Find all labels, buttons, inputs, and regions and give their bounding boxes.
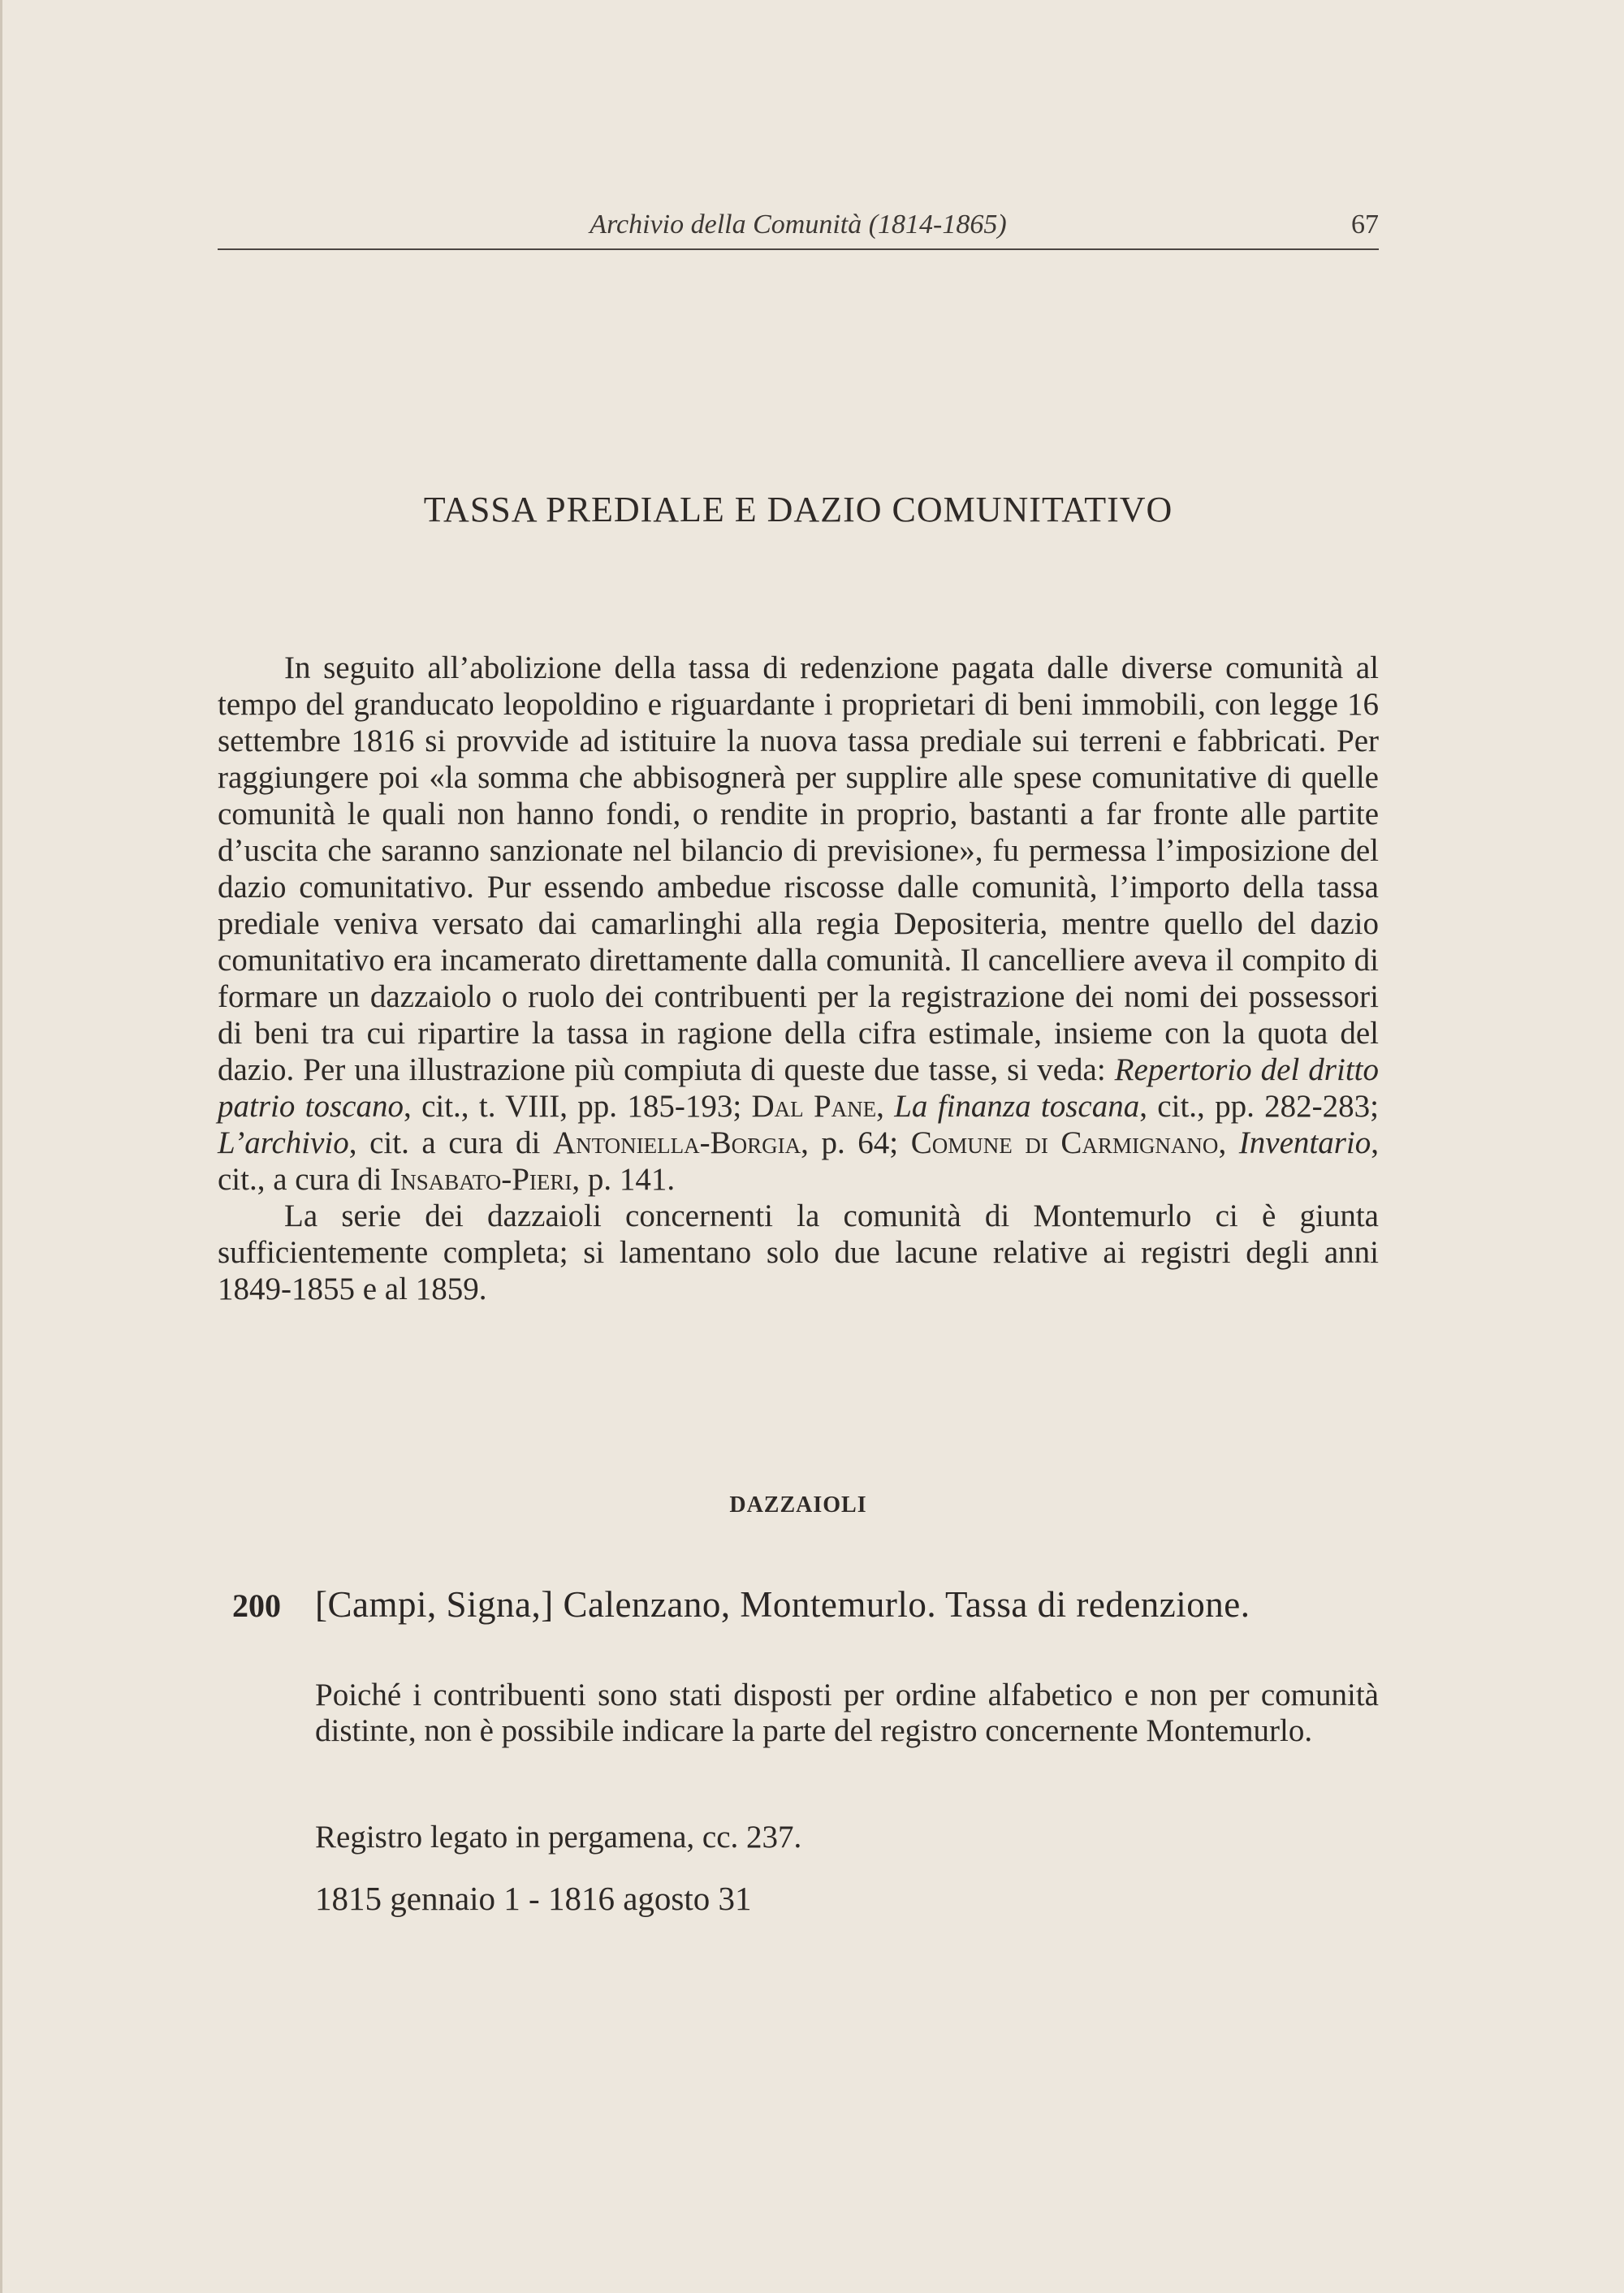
page-number: 67: [1351, 209, 1379, 240]
reference-title: L’archivio: [218, 1125, 349, 1160]
reference-author: Dal Pane: [751, 1089, 877, 1124]
introduction-text: [218, 650, 1379, 1307]
entry-dates: 1815 gennaio 1 - 1816 agosto 31: [315, 1880, 752, 1917]
running-head-title: Archivio della Comunità (1814-1865): [590, 209, 1007, 240]
entry-title: [Campi, Signa,] Calenzano, Montemurlo. Tassa di redenzione.: [315, 1584, 1250, 1625]
text-segment: , p. 141.: [572, 1162, 676, 1197]
text-segment: , p. 64;: [801, 1125, 911, 1160]
reference-author: Antoniella-Borgia: [552, 1125, 801, 1160]
paragraph-2: La serie dei dazzaioli concernenti la comunità di Montemurlo ci è giunta sufficientemente completa; si lamentano solo due lacune relative ai registri degli anni 1849-1855 e al 1859.: [218, 1198, 1379, 1306]
paragraph-1: [218, 650, 1379, 1198]
text-segment: ,: [876, 1089, 895, 1124]
text-segment: , cit., a cura di: [218, 1125, 1379, 1197]
reference-title: Repertorio del dritto patrio toscano: [218, 1052, 1379, 1124]
entry-number: 200: [232, 1587, 281, 1624]
section-heading: DAZZAIOLI: [729, 1492, 867, 1518]
running-head: [218, 209, 1379, 250]
page-edge: [0, 0, 2, 2293]
chapter-title: TASSA PREDIALE E DAZIO COMUNITATIVO: [423, 490, 1173, 529]
text-segment: , cit. a cura di: [348, 1125, 553, 1160]
entry-note: Poiché i contribuenti sono stati disposti per ordine alfabetico e non per comunità distinte, non è possibile indicare la parte del registro concernente Montemurlo.: [315, 1678, 1379, 1748]
text-segment: ,: [1218, 1125, 1239, 1160]
text-segment: , cit., t. VIII, pp. 185-193;: [404, 1089, 752, 1124]
text-segment: In seguito all’abolizione della tassa di redenzione pagata dalle diverse comunità al tempo del granducato leopoldino e riguardante i proprietari di beni immobili, con legge 16 settembre 1816 si provvide ad istituire la nuova tassa prediale sui terreni e fabbricati. Per raggiungere poi «la somma che abbisognerà per supplire alle spese comunitative di quelle comunità le quali non hanno fondi, o rendite in proprio, bastanti a far fronte alle partite d’uscita che saranno sanzionate nel bilancio di previsione», fu permessa l’imposizione del dazio comunitativo. Pur essendo ambedue riscosse dalle comunità, l’importo della tassa prediale veniva versato dai camarlinghi alla regia Depositeria, mentre quello del dazio comunitativo era incamerato direttamente dalla comunità. Il cancelliere aveva il compito di formare un dazzaiolo o ruolo dei contribuenti per la registrazione dei nomi dei possessori di beni tra cui ripartire la tassa in ragione della cifra estimale, insieme con la quota del dazio. Per una illustrazione più compiuta di queste due tasse, si veda:: [218, 650, 1379, 1087]
reference-title: Inventario: [1238, 1125, 1371, 1160]
text-segment: , cit., pp. 282-283;: [1139, 1089, 1379, 1124]
reference-author: Comune di Carmignano: [910, 1125, 1219, 1160]
reference-title: La finanza toscana: [894, 1089, 1140, 1124]
reference-author: Insabato-Pieri: [390, 1162, 572, 1197]
entry-physical-description: Registro legato in pergamena, cc. 237.: [315, 1820, 802, 1855]
